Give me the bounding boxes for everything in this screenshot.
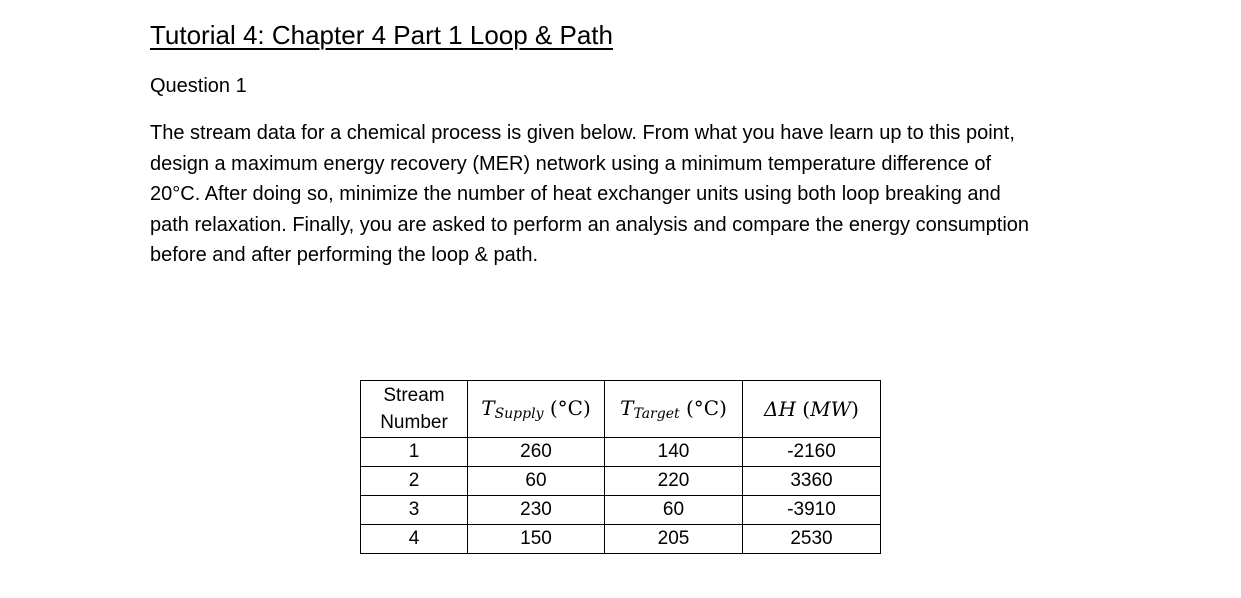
t-supply-symbol: T — [481, 396, 495, 420]
cell-stream-number: 2 — [361, 467, 468, 496]
table-row — [361, 438, 881, 467]
cell-t-supply: 230 — [468, 496, 605, 525]
cell-t-target: 60 — [605, 496, 743, 525]
t-supply-unit: (°C) — [549, 396, 591, 420]
header-stream-number — [361, 381, 468, 438]
table-header-row — [361, 381, 881, 438]
question-text-line: 20°C. After doing so, minimize the number of heat exchanger units using both loop breaking and — [150, 183, 1001, 205]
cell-t-supply: 60 — [468, 467, 605, 496]
cell-t-target: 205 — [605, 525, 743, 554]
question-text-line: path relaxation. Finally, you are asked to perform an analysis and compare the energy consumption — [150, 213, 1030, 236]
table-row — [361, 496, 881, 525]
header-stream-line1: Stream — [383, 385, 445, 406]
cell-delta-h: -2160 — [743, 438, 881, 467]
table-row — [361, 467, 881, 496]
cell-t-supply: 150 — [468, 525, 605, 554]
stream-data-table — [360, 380, 881, 554]
delta-h-unit: MW — [810, 396, 852, 421]
t-target-symbol: T — [620, 396, 634, 420]
t-target-unit: (°C) — [685, 396, 727, 420]
t-target-subscript: Target — [633, 406, 680, 422]
delta-h-symbol: ΔH — [764, 396, 796, 421]
question-text-line: design a maximum energy recovery (MER) network using a minimum temperature difference of — [150, 152, 992, 175]
cell-t-target: 220 — [605, 467, 743, 496]
header-delta-h: ΔH (MW) — [743, 381, 881, 438]
header-t-supply — [468, 381, 605, 438]
question-label: Question 1 — [150, 75, 247, 97]
question-text-line: The stream data for a chemical process is given below. From what you have learn up to this point, — [150, 122, 1015, 144]
t-supply-subscript: Supply — [494, 406, 544, 422]
header-t-target — [605, 381, 743, 438]
header-stream-line2: Number — [380, 412, 448, 433]
question-text-line: before and after performing the loop & path. — [150, 244, 539, 266]
table-row — [361, 525, 881, 554]
cell-stream-number: 3 — [361, 496, 468, 525]
question-text — [150, 118, 1090, 271]
cell-delta-h: 3360 — [743, 467, 881, 496]
cell-t-supply: 260 — [468, 438, 605, 467]
cell-delta-h: -3910 — [743, 496, 881, 525]
cell-delta-h: 2530 — [743, 525, 881, 554]
document-title: Tutorial 4: Chapter 4 Part 1 Loop & Path — [150, 20, 613, 50]
cell-t-target: 140 — [605, 438, 743, 467]
cell-stream-number: 1 — [361, 438, 468, 467]
cell-stream-number: 4 — [361, 525, 468, 554]
